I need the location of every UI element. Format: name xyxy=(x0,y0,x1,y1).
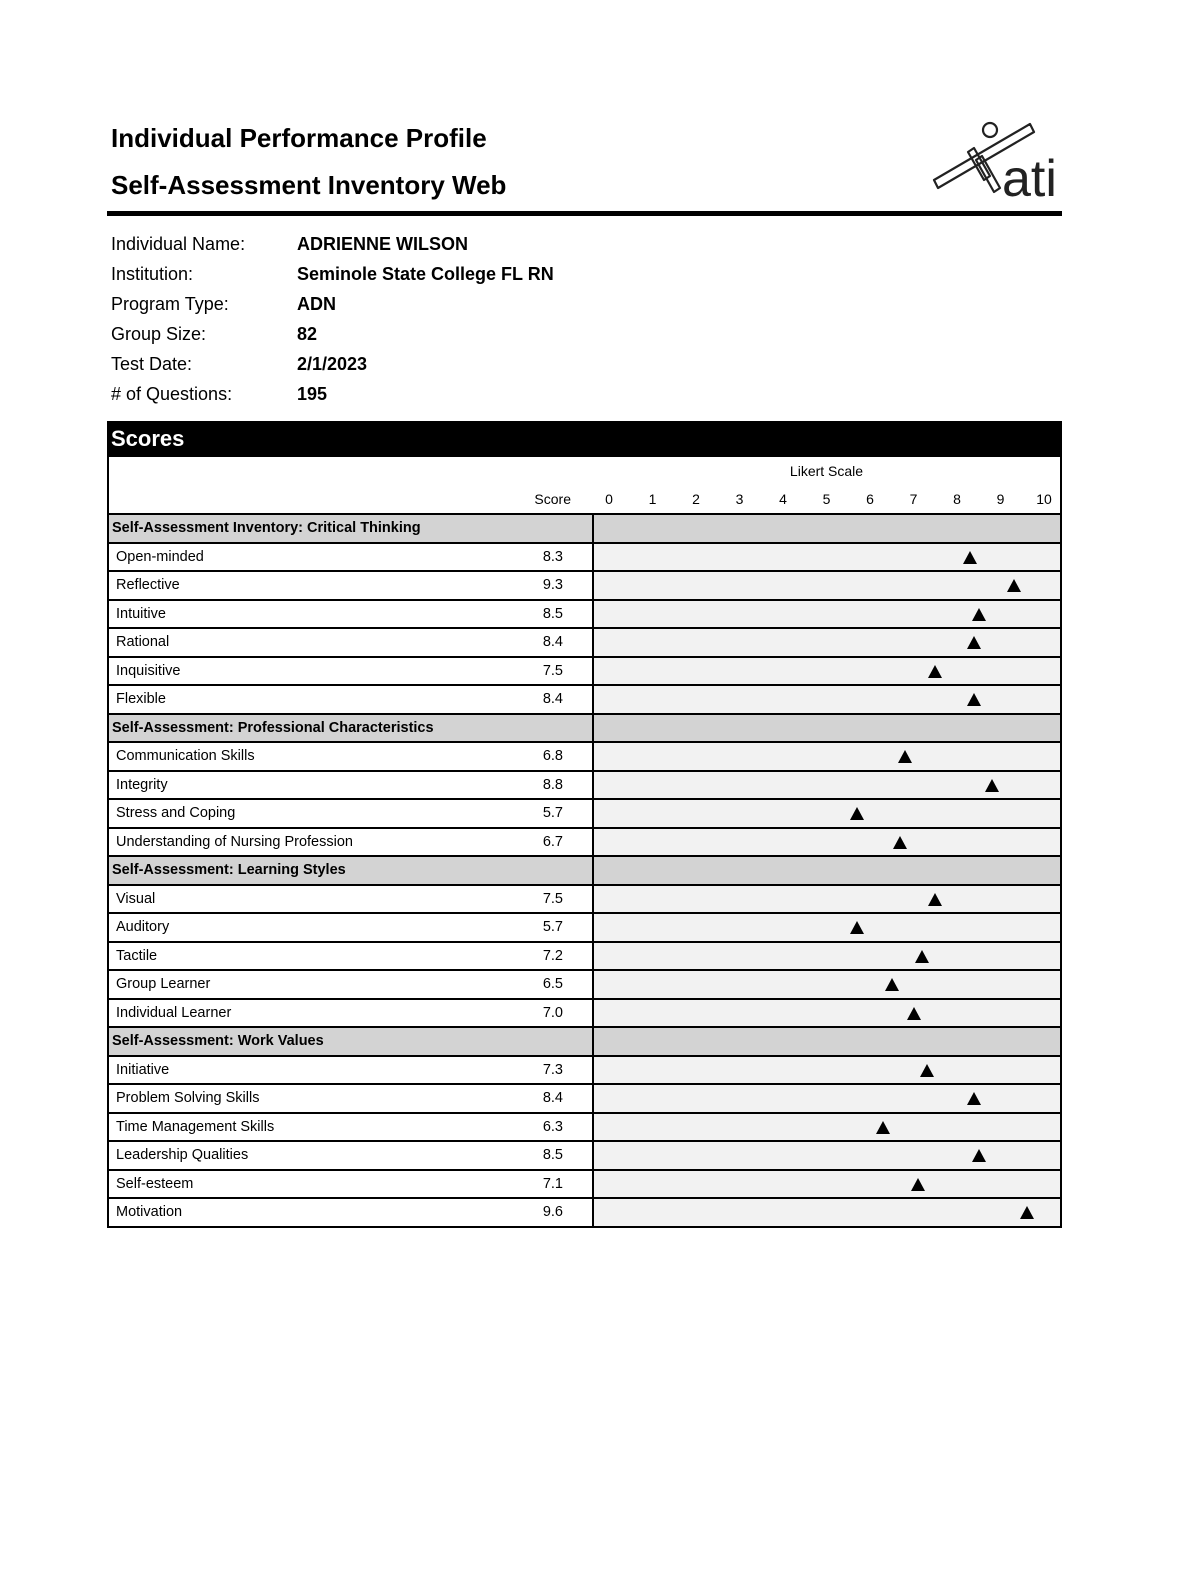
info-value: Seminole State College FL RN xyxy=(297,263,554,284)
likert-scale-cell xyxy=(592,1171,1060,1198)
attribute-label: Problem Solving Skills xyxy=(116,1090,260,1106)
score-marker-triangle xyxy=(850,807,864,820)
section-title: Self-Assessment Inventory: Critical Thinking xyxy=(112,520,421,536)
score-value: 6.3 xyxy=(542,1118,563,1135)
score-row xyxy=(107,1171,1062,1200)
info-value: ADN xyxy=(297,293,336,314)
scale-tick-label: 4 xyxy=(779,491,787,507)
likert-scale-cell xyxy=(592,772,1060,799)
likert-scale-cell xyxy=(592,1142,1060,1169)
scores-banner: Scores xyxy=(107,421,1062,457)
score-marker-triangle xyxy=(967,1092,981,1105)
score-value: 8.3 xyxy=(542,548,563,565)
page-subtitle: Self-Assessment Inventory Web xyxy=(111,170,507,200)
score-marker-triangle xyxy=(885,978,899,991)
attribute-label: Group Learner xyxy=(116,976,211,992)
scale-header xyxy=(107,457,1062,515)
info-label: Individual Name: xyxy=(111,233,246,254)
scale-tick-label: 7 xyxy=(909,491,918,507)
score-marker-triangle xyxy=(1020,1206,1034,1219)
info-label: Program Type: xyxy=(111,293,229,314)
attribute-label: Visual xyxy=(116,890,156,907)
likert-scale-cell xyxy=(592,743,1060,770)
likert-scale-cell xyxy=(592,686,1060,713)
section-title: Self-Assessment: Learning Styles xyxy=(112,862,346,878)
attribute-label: Communication Skills xyxy=(116,748,255,764)
scale-tick-label: 0 xyxy=(605,491,613,507)
score-marker-triangle xyxy=(920,1064,934,1077)
score-row xyxy=(107,572,1062,601)
page-title: Individual Performance Profile xyxy=(111,123,487,153)
score-row xyxy=(107,601,1062,630)
scale-tick-label: 10 xyxy=(1036,491,1052,507)
score-row xyxy=(107,629,1062,658)
attribute-label: Self-esteem xyxy=(116,1175,194,1192)
score-row xyxy=(107,829,1062,858)
section-scale-cell xyxy=(592,715,1060,742)
likert-scale-label: Likert Scale xyxy=(789,463,864,479)
info-label: Institution: xyxy=(111,263,194,284)
score-value: 7.1 xyxy=(542,1175,563,1192)
score-marker-triangle xyxy=(898,750,912,763)
score-row xyxy=(107,1000,1062,1029)
score-value: 7.5 xyxy=(542,662,563,679)
attribute-label: Inquisitive xyxy=(116,662,181,679)
score-row xyxy=(107,743,1062,772)
score-marker-triangle xyxy=(850,921,864,934)
score-value: 7.3 xyxy=(542,1061,563,1078)
info-value: ADRIENNE WILSON xyxy=(297,233,468,254)
scale-tick-label: 1 xyxy=(648,491,657,507)
likert-scale-cell xyxy=(592,886,1060,913)
score-row xyxy=(107,1057,1062,1086)
info-label: Test Date: xyxy=(111,353,193,374)
score-marker-triangle xyxy=(967,693,981,706)
attribute-label: Understanding of Nursing Profession xyxy=(116,833,353,850)
score-row xyxy=(107,971,1062,1000)
section-scale-cell xyxy=(592,857,1060,884)
svg-text:ati: ati xyxy=(1002,150,1057,204)
attribute-label: Auditory xyxy=(116,919,170,935)
attribute-label: Stress and Coping xyxy=(116,805,236,821)
section-scale-cell xyxy=(592,515,1060,542)
score-value: 8.5 xyxy=(542,1147,563,1163)
score-marker-triangle xyxy=(972,1149,986,1162)
info-row xyxy=(111,229,554,259)
attribute-label: Motivation xyxy=(116,1204,183,1220)
score-value: 7.5 xyxy=(542,890,563,907)
score-row xyxy=(107,800,1062,829)
attribute-label: Time Management Skills xyxy=(116,1118,275,1135)
score-marker-triangle xyxy=(928,665,942,678)
scale-tick-label: 8 xyxy=(953,491,961,507)
score-row xyxy=(107,943,1062,972)
score-rows xyxy=(107,515,1062,1228)
scale-tick-label: 5 xyxy=(822,491,831,507)
info-label: Group Size: xyxy=(111,323,207,344)
attribute-label: Rational xyxy=(116,634,170,650)
scale-tick-label: 9 xyxy=(996,491,1005,507)
score-column-header: Score xyxy=(534,491,571,507)
score-value: 9.6 xyxy=(542,1204,563,1220)
attribute-label: Reflective xyxy=(116,577,180,593)
score-value: 6.7 xyxy=(542,833,563,850)
likert-scale-cell xyxy=(592,658,1060,685)
score-row xyxy=(107,658,1062,687)
attribute-label: Intuitive xyxy=(116,605,166,622)
info-row xyxy=(111,319,554,349)
score-value: 7.2 xyxy=(542,947,563,964)
likert-scale-cell xyxy=(592,572,1060,599)
scale-tick-label: 3 xyxy=(735,491,744,507)
score-value: 5.7 xyxy=(542,919,563,935)
attribute-label: Integrity xyxy=(116,776,168,793)
likert-scale-cell xyxy=(592,1199,1060,1226)
likert-scale-cell xyxy=(592,829,1060,856)
score-value: 5.7 xyxy=(542,805,563,821)
attribute-label: Initiative xyxy=(116,1061,170,1078)
likert-scale-cell xyxy=(592,601,1060,628)
likert-scale-cell xyxy=(592,544,1060,571)
score-marker-triangle xyxy=(893,836,907,849)
score-marker-triangle xyxy=(963,551,977,564)
info-row xyxy=(111,289,554,319)
info-row xyxy=(111,259,554,289)
likert-scale-cell xyxy=(592,1000,1060,1027)
likert-scale-cell xyxy=(592,800,1060,827)
score-marker-triangle xyxy=(967,636,981,649)
info-value: 82 xyxy=(297,323,318,344)
attribute-label: Leadership Qualities xyxy=(116,1147,249,1163)
attribute-label: Open-minded xyxy=(116,548,204,565)
score-value: 8.5 xyxy=(542,605,563,622)
section-scale-cell xyxy=(592,1028,1060,1055)
score-row xyxy=(107,772,1062,801)
score-value: 7.0 xyxy=(542,1004,563,1021)
score-value: 6.5 xyxy=(542,976,563,992)
likert-scale-cell xyxy=(592,1114,1060,1141)
likert-scale-cell xyxy=(592,971,1060,998)
score-row xyxy=(107,544,1062,573)
attribute-label: Flexible xyxy=(116,691,166,707)
score-row xyxy=(107,886,1062,915)
section-title: Self-Assessment: Work Values xyxy=(112,1033,324,1049)
section-header-row xyxy=(107,715,1062,744)
scale-tick-label: 2 xyxy=(692,491,700,507)
likert-scale-cell xyxy=(592,914,1060,941)
score-row xyxy=(107,1114,1062,1143)
score-value: 9.3 xyxy=(542,577,563,593)
attribute-label: Tactile xyxy=(116,947,158,964)
likert-scale-cell xyxy=(592,1057,1060,1084)
score-row xyxy=(107,914,1062,943)
score-marker-triangle xyxy=(911,1178,925,1191)
score-row xyxy=(107,1199,1062,1228)
info-label: # of Questions: xyxy=(111,383,233,404)
score-value: 8.8 xyxy=(542,776,563,793)
section-header-row xyxy=(107,1028,1062,1057)
ati-logo xyxy=(930,118,1065,204)
info-row xyxy=(111,379,554,409)
likert-scale-cell xyxy=(592,629,1060,656)
score-value: 6.8 xyxy=(542,748,563,764)
score-marker-triangle xyxy=(907,1007,921,1020)
score-row xyxy=(107,1085,1062,1114)
info-value: 2/1/2023 xyxy=(297,353,368,374)
score-row xyxy=(107,686,1062,715)
scale-tick-label: 6 xyxy=(866,491,874,507)
score-marker-triangle xyxy=(915,950,929,963)
info-row xyxy=(111,349,554,379)
section-header-row xyxy=(107,857,1062,886)
profile-info xyxy=(111,229,554,409)
score-marker-triangle xyxy=(1007,579,1021,592)
section-title: Self-Assessment: Professional Characteristics xyxy=(112,719,434,736)
score-value: 8.4 xyxy=(542,1090,563,1106)
score-marker-triangle xyxy=(928,893,942,906)
score-marker-triangle xyxy=(972,608,986,621)
likert-scale-cell xyxy=(592,1085,1060,1112)
likert-scale-cell xyxy=(592,943,1060,970)
header-divider xyxy=(107,211,1062,216)
score-row xyxy=(107,1142,1062,1171)
info-value: 195 xyxy=(297,383,328,404)
score-value: 8.4 xyxy=(542,634,563,650)
section-header-row xyxy=(107,515,1062,544)
attribute-label: Individual Learner xyxy=(116,1004,232,1021)
scores-panel xyxy=(107,421,1062,1228)
score-marker-triangle xyxy=(985,779,999,792)
score-value: 8.4 xyxy=(542,691,563,707)
score-marker-triangle xyxy=(876,1121,890,1134)
